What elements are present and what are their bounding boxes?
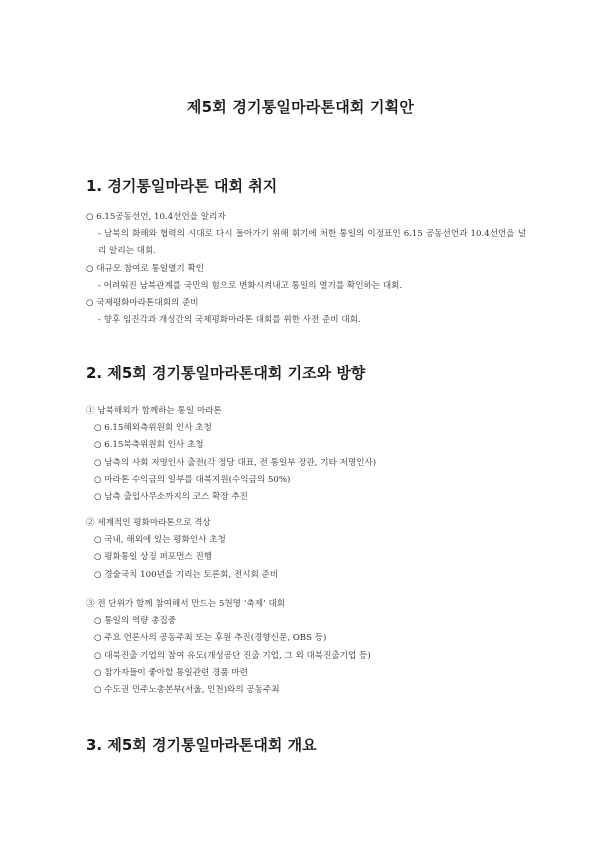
list-item: ○ 6.15공동선언, 10.4선언을 알리자 xyxy=(86,212,226,222)
list-item: ○ 참가자들이 좋아할 통일관련 경품 마련 xyxy=(94,667,248,678)
direction-group-2 xyxy=(86,515,526,584)
list-item: ○ 남측 출입사무소까지의 코스 확장 추진 xyxy=(94,492,248,503)
list-item: ○ 6.15북측위원회 인사 초청 xyxy=(94,440,204,451)
list-item: ○ 통일의 역량 총집중 xyxy=(94,616,177,627)
list-item: ○ 경술국치 100년을 기리는 토론회, 전시회 준비 xyxy=(94,569,279,580)
group-title: ① 남북해외가 함께하는 통일 마라톤 xyxy=(86,406,222,416)
direction-group-3 xyxy=(86,596,526,699)
list-item: ○ 국제평화마라톤대회의 준비 xyxy=(86,298,199,309)
list-item: ○ 남측의 사회 저명인사 출전(각 정당 대표, 전 통일부 장관, 기타 저명인사) xyxy=(94,457,377,468)
list-item-detail: - 향후 임진각과 개성간의 국제평화마라톤 대회를 위한 사전 준비 대회. xyxy=(98,315,361,326)
list-item-detail: - 어려워진 남북관계를 국민의 힘으로 변화시켜내고 통일의 열기를 확인하는 대회. xyxy=(98,280,403,291)
section-heading-overview: 3. 제5회 경기통일마라톤대회 개요 xyxy=(86,736,317,754)
list-item: ○ 대북진출 기업의 참여 유도(개성공단 진출 기업, 그 외 대북진출기업 등) xyxy=(94,650,371,661)
list-item-detail: - 남북의 화해와 협력의 시대로 다시 돌아가기 위해 휘기에 처한 통일의 이정표인 6.15 공동선언과 10.4선언을 널리 알리는 대회. xyxy=(98,229,526,257)
list-item: ○ 수도권 민주노총본부(서울, 인천)와의 공동주최 xyxy=(94,685,280,696)
section-purpose-body xyxy=(86,209,526,329)
list-item: ○ 대규모 참여로 통일열기 확인 xyxy=(86,263,205,274)
group-title: ③ 전 단위가 함께 참여해서 만드는 5천명 ‘축제’ 대회 xyxy=(86,599,286,609)
section-heading-purpose: 1. 경기통일마라톤 대회 취지 xyxy=(86,177,278,195)
direction-group-1 xyxy=(86,403,526,506)
list-item: ○ 마라톤 수익금의 일부를 대북지원(수익금의 50%) xyxy=(94,474,291,485)
group-title: ② 세계적인 평화마라톤으로 격상 xyxy=(86,518,211,528)
list-item: ○ 주요 언론사의 공동주최 또는 후원 추진(경향신문, OBS 등) xyxy=(94,633,327,644)
section-heading-direction: 2. 제5회 경기통일마라톤대회 기조와 방향 xyxy=(86,364,366,382)
list-item: ○ 6.15해외측위원회 인사 초청 xyxy=(94,423,212,434)
list-item: ○ 평화통일 상징 퍼포먼스 진행 xyxy=(94,552,213,563)
document-title: 제5회 경기통일마라톤대회 기획안 xyxy=(186,98,415,116)
list-item: ○ 국내, 해외에 있는 평화인사 초청 xyxy=(94,535,226,546)
